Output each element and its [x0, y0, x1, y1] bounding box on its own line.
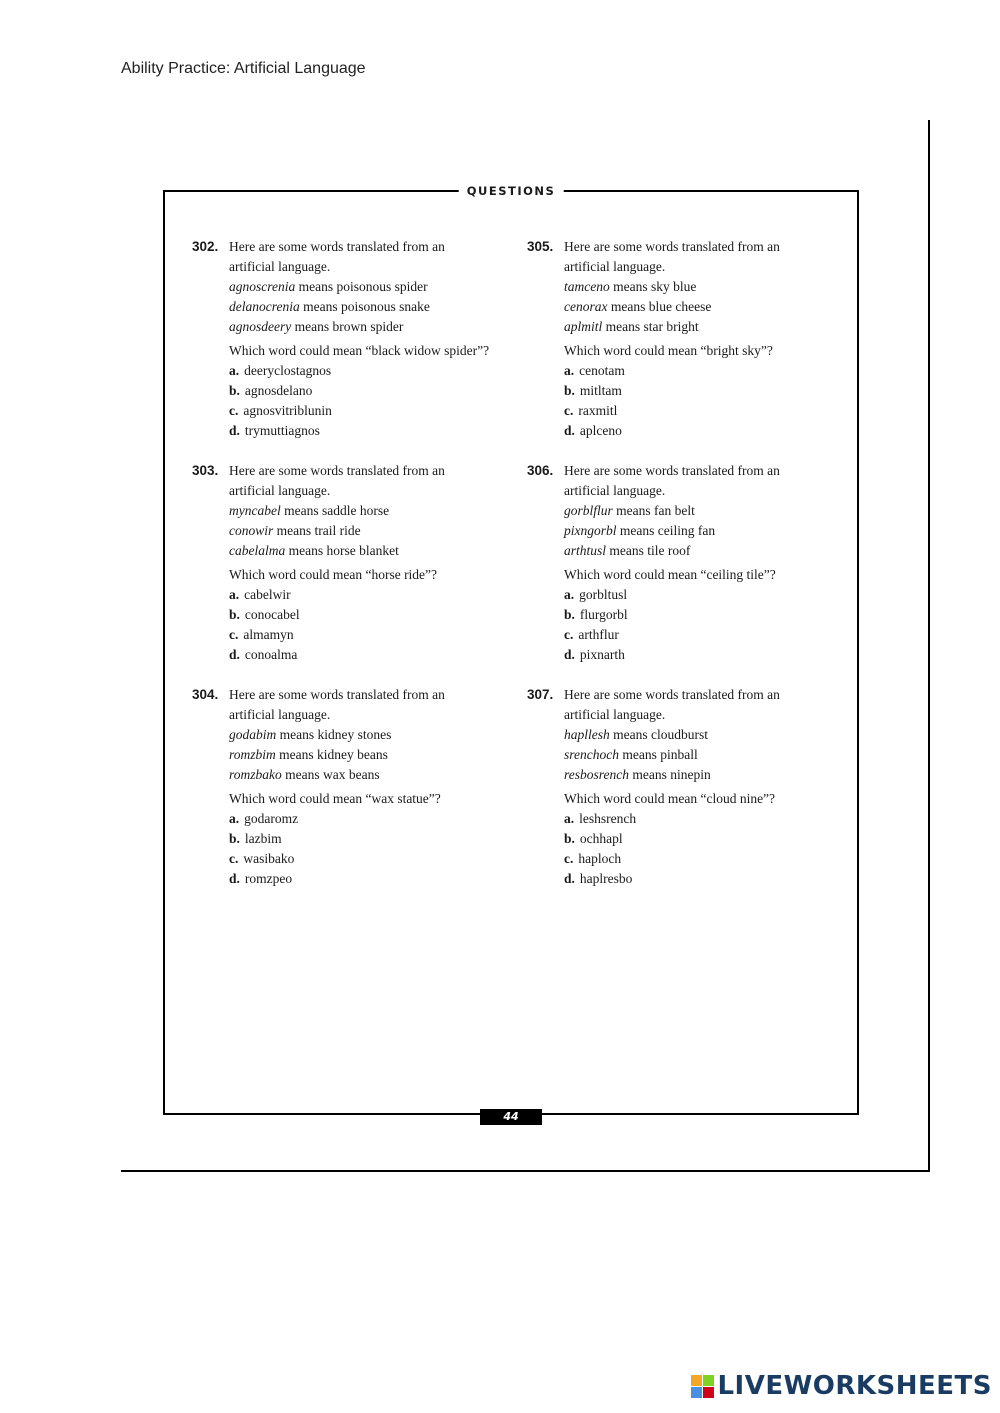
word-meaning: means star bright	[605, 319, 699, 334]
answer-option[interactable]	[564, 849, 827, 869]
option-text: wasibako	[243, 851, 295, 866]
option-text: haplresbo	[579, 871, 633, 886]
option-letter: d.	[564, 647, 575, 662]
answer-options	[229, 361, 492, 441]
word-meaning: means ninepin	[632, 767, 711, 782]
word-definition	[564, 317, 827, 337]
answer-options	[229, 585, 492, 665]
question-intro: Here are some words translated from an artificial language.	[229, 687, 445, 722]
question-number: 306.	[527, 463, 554, 478]
artificial-word: hapllesh	[564, 727, 610, 742]
word-definition	[229, 521, 492, 541]
option-text: leshsrench	[579, 811, 637, 826]
question-intro: Here are some words translated from an artificial language.	[564, 687, 780, 722]
logo-square	[703, 1387, 714, 1398]
option-letter: c.	[564, 627, 574, 642]
word-definition	[564, 521, 827, 541]
answer-option[interactable]	[229, 421, 492, 441]
word-meaning: means pinball	[622, 747, 698, 762]
option-text: conoalma	[244, 647, 298, 662]
question-number: 303.	[192, 463, 219, 478]
page-header-title: Ability Practice: Artificial Language	[121, 60, 366, 77]
option-letter: b.	[229, 383, 240, 398]
word-definition	[564, 277, 827, 297]
answer-option[interactable]	[564, 421, 827, 441]
option-letter: a.	[229, 363, 240, 378]
answer-option[interactable]	[564, 401, 827, 421]
word-meaning: means tile roof	[609, 543, 691, 558]
option-letter: c.	[229, 403, 239, 418]
artificial-word: resbosrench	[564, 767, 629, 782]
answer-option[interactable]	[564, 869, 827, 889]
word-definition	[229, 541, 492, 561]
word-meaning: means kidney beans	[279, 747, 388, 762]
artificial-word: romzbim	[229, 747, 276, 762]
artificial-word: srenchoch	[564, 747, 619, 762]
option-text: agnosvitriblunin	[243, 403, 332, 418]
question-number: 304.	[192, 687, 219, 702]
artificial-word: cenorax	[564, 299, 608, 314]
answer-option[interactable]	[564, 625, 827, 645]
option-text: aplceno	[579, 423, 622, 438]
word-definition	[229, 317, 492, 337]
option-letter: d.	[229, 423, 240, 438]
section-title: QUESTIONS	[459, 183, 564, 199]
question-number: 302.	[192, 239, 219, 254]
question-prompt: Which word could mean “black widow spider”?	[229, 343, 490, 358]
question-intro: Here are some words translated from an artificial language.	[564, 463, 780, 498]
option-letter: a.	[229, 587, 240, 602]
option-letter: b.	[564, 383, 575, 398]
word-definition	[564, 745, 827, 765]
word-definition	[564, 725, 827, 745]
question-block	[192, 461, 492, 665]
answer-option[interactable]	[229, 401, 492, 421]
word-meaning: means cloudburst	[613, 727, 708, 742]
option-letter: b.	[564, 831, 575, 846]
option-text: gorbltusl	[579, 587, 628, 602]
option-letter: d.	[564, 423, 575, 438]
answer-options	[564, 585, 827, 665]
answer-options	[229, 809, 492, 889]
option-text: conocabel	[244, 607, 300, 622]
option-text: agnosdelano	[244, 383, 313, 398]
artificial-word: cabelalma	[229, 543, 286, 558]
question-prompt: Which word could mean “bright sky”?	[564, 343, 773, 358]
option-letter: d.	[229, 871, 240, 886]
question-prompt: Which word could mean “wax statue”?	[229, 791, 441, 806]
page-border-right	[928, 120, 930, 1172]
artificial-word: conowir	[229, 523, 274, 538]
artificial-word: romzbako	[229, 767, 282, 782]
page-border-bottom	[121, 1170, 930, 1172]
word-meaning: means fan belt	[616, 503, 695, 518]
answer-option[interactable]	[564, 381, 827, 401]
option-text: trymuttiagnos	[244, 423, 320, 438]
question-number: 305.	[527, 239, 554, 254]
question-block	[192, 685, 492, 889]
word-meaning: means trail ride	[276, 523, 361, 538]
liveworksheets-logo-icon	[691, 1375, 714, 1398]
question-block	[527, 237, 827, 441]
answer-option[interactable]	[229, 869, 492, 889]
answer-option[interactable]	[229, 849, 492, 869]
question-intro: Here are some words translated from an artificial language.	[229, 463, 445, 498]
option-letter: b.	[564, 607, 575, 622]
question-intro: Here are some words translated from an artificial language.	[229, 239, 445, 274]
option-letter: a.	[229, 811, 240, 826]
artificial-word: gorblflur	[564, 503, 613, 518]
answer-option[interactable]	[229, 625, 492, 645]
question-block	[527, 461, 827, 665]
page-number: 44	[480, 1109, 542, 1125]
word-meaning: means poisonous spider	[298, 279, 428, 294]
logo-square	[691, 1387, 702, 1398]
word-meaning: means blue cheese	[610, 299, 712, 314]
answer-option[interactable]	[229, 381, 492, 401]
question-intro: Here are some words translated from an artificial language.	[564, 239, 780, 274]
question-block	[192, 237, 492, 441]
option-letter: b.	[229, 831, 240, 846]
option-letter: c.	[229, 627, 239, 642]
word-meaning: means kidney stones	[279, 727, 392, 742]
word-definition	[564, 541, 827, 561]
option-text: flurgorbl	[579, 607, 628, 622]
artificial-word: tamceno	[564, 279, 610, 294]
word-meaning: means ceiling fan	[619, 523, 716, 538]
question-prompt: Which word could mean “ceiling tile”?	[564, 567, 776, 582]
artificial-word: myncabel	[229, 503, 281, 518]
option-text: haploch	[578, 851, 622, 866]
question-block	[527, 685, 827, 889]
answer-option[interactable]	[229, 361, 492, 381]
logo-square	[691, 1375, 702, 1386]
answer-options	[564, 361, 827, 441]
option-text: cenotam	[579, 363, 625, 378]
answer-option[interactable]	[564, 605, 827, 625]
option-text: godaromz	[244, 811, 299, 826]
word-meaning: means wax beans	[285, 767, 380, 782]
word-definition	[564, 501, 827, 521]
word-definition	[229, 725, 492, 745]
liveworksheets-logo-text: LIVEWORKSHEETS	[717, 1371, 992, 1401]
artificial-word: godabim	[229, 727, 277, 742]
option-letter: c.	[564, 403, 574, 418]
word-definition	[229, 297, 492, 317]
answer-option[interactable]	[229, 605, 492, 625]
option-text: arthflur	[578, 627, 619, 642]
answer-option[interactable]	[564, 361, 827, 381]
artificial-word: agnosdeery	[229, 319, 292, 334]
option-letter: c.	[564, 851, 574, 866]
answer-option[interactable]	[564, 829, 827, 849]
question-prompt: Which word could mean “cloud nine”?	[564, 791, 776, 806]
artificial-word: pixngorbl	[564, 523, 617, 538]
questions-column-left	[192, 237, 492, 909]
word-definition	[229, 765, 492, 785]
question-number: 307.	[527, 687, 554, 702]
logo-square	[703, 1375, 714, 1386]
word-meaning: means saddle horse	[284, 503, 390, 518]
word-definition	[564, 297, 827, 317]
word-meaning: means sky blue	[613, 279, 697, 294]
answer-option[interactable]	[229, 809, 492, 829]
word-definition	[564, 765, 827, 785]
option-text: raxmitl	[578, 403, 618, 418]
answer-option[interactable]	[229, 829, 492, 849]
option-text: ochhapl	[579, 831, 623, 846]
answer-option[interactable]	[229, 585, 492, 605]
option-text: cabelwir	[244, 587, 291, 602]
word-definition	[229, 745, 492, 765]
option-letter: d.	[564, 871, 575, 886]
artificial-word: delanocrenia	[229, 299, 300, 314]
option-letter: a.	[564, 587, 575, 602]
option-letter: a.	[564, 363, 575, 378]
question-prompt: Which word could mean “horse ride”?	[229, 567, 438, 582]
option-text: romzpeo	[244, 871, 293, 886]
word-meaning: means horse blanket	[288, 543, 399, 558]
option-letter: a.	[564, 811, 575, 826]
answer-option[interactable]	[564, 585, 827, 605]
artificial-word: aplmitl	[564, 319, 603, 334]
option-text: mitltam	[579, 383, 622, 398]
option-letter: c.	[229, 851, 239, 866]
artificial-word: agnoscrenia	[229, 279, 296, 294]
word-meaning: means poisonous snake	[303, 299, 430, 314]
answer-option[interactable]	[229, 645, 492, 665]
option-letter: b.	[229, 607, 240, 622]
artificial-word: arthtusl	[564, 543, 607, 558]
option-text: deeryclostagnos	[244, 363, 332, 378]
option-letter: d.	[229, 647, 240, 662]
option-text: almamyn	[243, 627, 294, 642]
answer-options	[564, 809, 827, 889]
answer-option[interactable]	[564, 645, 827, 665]
word-definition	[229, 501, 492, 521]
word-definition	[229, 277, 492, 297]
option-text: lazbim	[244, 831, 282, 846]
questions-frame	[163, 184, 859, 1123]
answer-option[interactable]	[564, 809, 827, 829]
option-text: pixnarth	[579, 647, 625, 662]
word-meaning: means brown spider	[294, 319, 404, 334]
questions-column-right	[527, 237, 827, 909]
liveworksheets-logo	[691, 1371, 992, 1401]
